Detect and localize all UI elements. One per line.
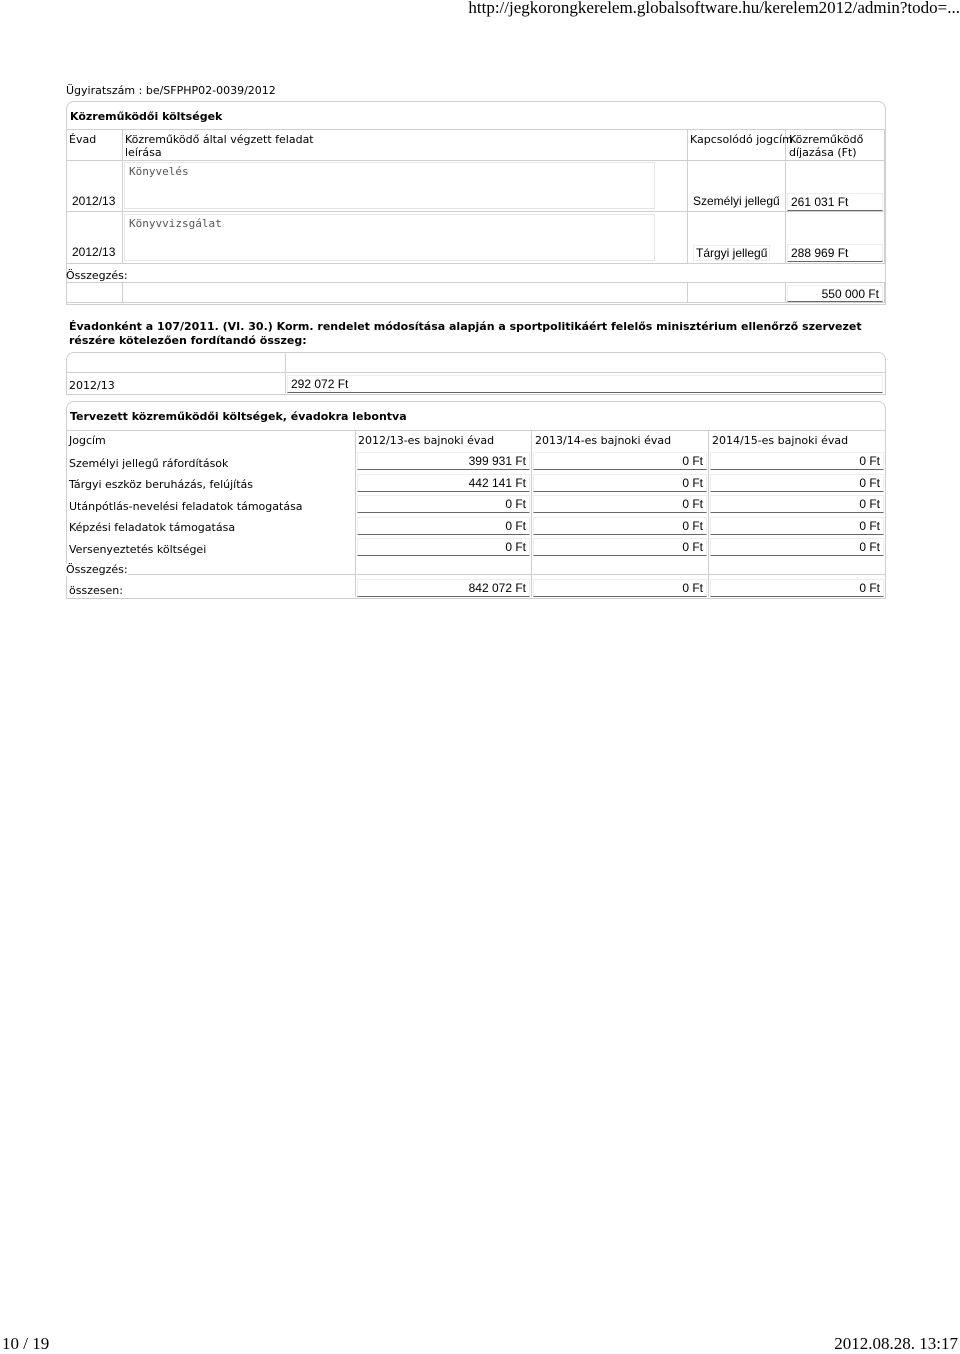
row2-fee-field[interactable]: 288 969 Ft [787, 244, 883, 262]
col-season-2012: 2012/13-es bajnoki évad [358, 434, 495, 447]
section3-title: Tervezett közreműködői költségek, évadokra lebontva [70, 410, 407, 423]
case-number: Ügyiratszám : be/SFPHP02-0039/2012 [66, 84, 276, 97]
row2-value-2013[interactable]: 0 Ft [533, 474, 707, 492]
row4-value-2013[interactable]: 0 Ft [533, 517, 707, 535]
row1-fee-field[interactable]: 261 031 Ft [787, 193, 883, 211]
page-url: http://jegkorongkerelem.globalsoftware.hu/kerelem2012/admin?todo=... [468, 0, 960, 17]
row5-value-2014[interactable]: 0 Ft [710, 538, 884, 556]
row2-value-2012[interactable]: 442 141 Ft [357, 474, 530, 492]
row-label: Utánpótlás-nevelési feladatok támogatása [69, 500, 303, 513]
row-label: Személyi jellegű ráfordítások [69, 457, 229, 470]
row1-value-2013[interactable]: 0 Ft [533, 452, 707, 470]
row3-value-2013[interactable]: 0 Ft [533, 495, 707, 513]
col-jogcim: Jogcím [69, 434, 106, 447]
section2-title: Évadonként a 107/2011. (VI. 30.) Korm. rendelet módosítása alapján a sportpolitikáért felelős minisztérium ellenőrző szervezet részére kötelezően fordítandó összeg: [69, 320, 862, 347]
row2-season: 2012/13 [72, 245, 116, 259]
row-label: Képzési feladatok támogatása [69, 521, 236, 534]
row3-value-2014[interactable]: 0 Ft [710, 495, 884, 513]
print-timestamp: 2012.08.28. 13:17 [834, 1334, 958, 1353]
row1-value-2014[interactable]: 0 Ft [710, 452, 884, 470]
row1-description-field[interactable]: Könyvelés [124, 162, 655, 209]
row5-value-2012[interactable]: 0 Ft [357, 538, 530, 556]
section-title: Közreműködői költségek [70, 110, 223, 123]
col-description: Közreműködő által végzett feladat leírása [125, 133, 314, 159]
row1-related-title[interactable]: Személyi jellegű [693, 194, 780, 208]
total-2014[interactable]: 0 Ft [710, 579, 884, 597]
row1-season: 2012/13 [72, 194, 116, 208]
col-season-2014: 2014/15-es bajnoki évad [712, 434, 849, 447]
total-2013[interactable]: 0 Ft [533, 579, 707, 597]
summary-label: Összegzés: [66, 269, 128, 282]
section2-season: 2012/13 [69, 379, 115, 392]
row1-value-2012[interactable]: 399 931 Ft [357, 452, 530, 470]
summary-total-field[interactable]: 550 000 Ft [787, 285, 883, 302]
col-related-title: Kapcsolódó jogcím [690, 133, 793, 146]
row3-value-2012[interactable]: 0 Ft [357, 495, 530, 513]
row4-value-2014[interactable]: 0 Ft [710, 517, 884, 535]
summary-label: Összegzés: [66, 563, 128, 576]
row-label: Tárgyi eszköz beruházás, felújítás [69, 478, 254, 491]
page-number: 10 / 19 [2, 1334, 50, 1353]
total-2012[interactable]: 842 072 Ft [357, 579, 530, 597]
col-fee: Közreműködő díjazása (Ft) [789, 133, 864, 159]
row2-value-2014[interactable]: 0 Ft [710, 474, 884, 492]
row-label: Versenyeztetés költségei [69, 543, 207, 556]
row4-value-2012[interactable]: 0 Ft [357, 517, 530, 535]
col-season-2013: 2013/14-es bajnoki évad [535, 434, 672, 447]
row2-related-title[interactable]: Tárgyi jellegű [693, 245, 770, 261]
row2-description-field[interactable]: Könyvvizsgálat [124, 214, 655, 261]
col-season: Évad [69, 133, 97, 146]
row5-value-2013[interactable]: 0 Ft [533, 538, 707, 556]
total-label: összesen: [69, 584, 123, 597]
section2-amount-field[interactable]: 292 072 Ft [287, 375, 883, 393]
